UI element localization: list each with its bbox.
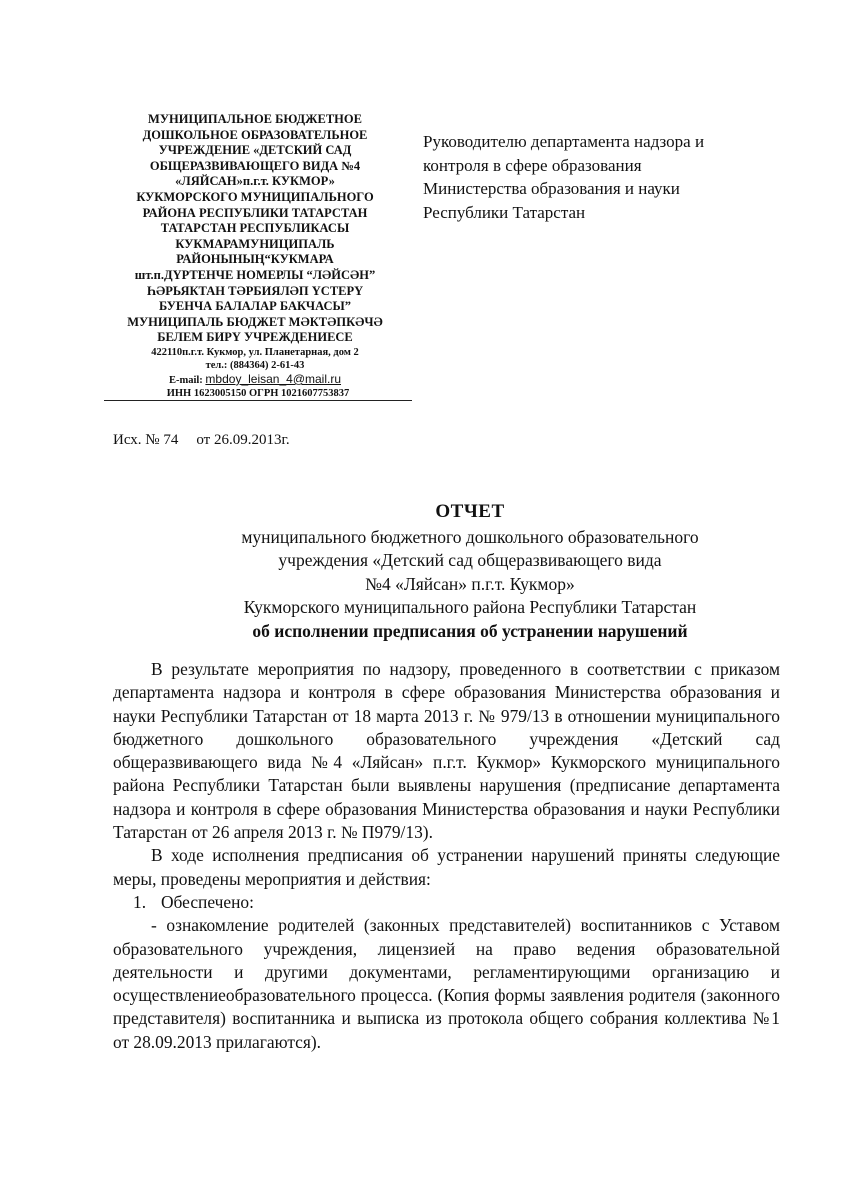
letterhead-line: БУЕНЧА БАЛАЛАР БАКЧАСЫ” bbox=[158, 299, 352, 314]
letterhead-email-row bbox=[100, 373, 410, 388]
letterhead bbox=[100, 112, 410, 401]
letterhead-line: УЧРЕЖДЕНИЕ «ДЕТСКИЙ САД bbox=[158, 143, 352, 158]
report-subject: об исполнении предписания об устранении нарушений bbox=[252, 620, 688, 641]
report-body bbox=[113, 658, 780, 1054]
letterhead-address: 422110п.г.т. Кукмор, ул. Планетарная, дом 2 bbox=[151, 346, 359, 358]
email-label: E-mail: bbox=[168, 374, 206, 386]
addressee-line: Руководителю департамента надзора и bbox=[423, 132, 705, 151]
letterhead-line: шт.п.ДҮРТЕНЧЕ НОМЕРЛЫ “ЛӘЙСӘН” bbox=[134, 267, 376, 282]
letterhead-line: МУНИЦИПАЛЬНОЕ БЮДЖЕТНОЕ bbox=[148, 112, 362, 126]
title-line: №4 «Ляйсан» п.г.т. Кукмор» bbox=[365, 573, 575, 594]
title-line: муниципального бюджетного дошкольного образовательного bbox=[241, 526, 699, 547]
body-paragraph-1: В результате мероприятия по надзору, проведенного в соответствии с приказом департамента надзора и контроля в сфере образования Министерства образования и науки Республики Татарстан от 18 марта 2013 г. № 979/13 в отношении муниципального бюджетного дошкольного образовательного учреждения «Детский сад общеразвивающего вида №4 «Ляйсан» п.г.т. Кукмор» Кукморского муниципального района Республики Татарстан были выявлены нарушения (предписание департамента надзора и контроля в сфере образования Министерства образования и науки Республики Татарстан от 26 апреля 2013 г. № П979/13). bbox=[113, 659, 780, 843]
outgoing-number: Исх. № 74 bbox=[113, 432, 179, 448]
letterhead-line: КУКМАРАМУНИЦИПАЛЬ bbox=[175, 236, 335, 251]
list-item-1 bbox=[113, 891, 780, 914]
title-line: Кукморского муниципального района Республики Татарстан bbox=[243, 597, 697, 617]
body-paragraph-2: В ходе исполнения предписания об устранении нарушений приняты следующие меры, проведены мероприятия и действия: bbox=[113, 845, 780, 889]
title-line: учреждения «Детский сад общеразвивающего вида bbox=[278, 550, 662, 570]
letterhead-line: ҺӘРЬЯКТАН ТӘРБИЯЛӘП ҮСТЕРҮ bbox=[146, 283, 364, 298]
outgoing-date: от 26.09.2013г. bbox=[196, 432, 290, 448]
list-item-number: 1. bbox=[133, 891, 147, 912]
letterhead-line: БЕЛЕМ БИРҮ УЧРЕЖДЕНИЕСЕ bbox=[157, 330, 353, 345]
addressee-line: Республики Татарстан bbox=[423, 202, 586, 222]
email-link[interactable]: mbdoy_leisan_4@mail.ru bbox=[205, 371, 342, 386]
report-title-block bbox=[190, 500, 750, 643]
addressee-block bbox=[423, 130, 783, 224]
addressee-line: контроля в сфере образования bbox=[423, 155, 642, 175]
body-paragraph-3: - ознакомление родителей (законных представителей) воспитанников с Уставом образовательного учреждения, лицензией на право ведения образовательной деятельности и другими документами, регламентирующими организацию и осуществлениеобразовательного процесса. (Копия формы заявления родителя (законного представителя) воспитанника и выписка из протокола общего собрания коллектива №1 от 28.09.2013 прилагаются). bbox=[113, 915, 780, 1052]
letterhead-line: РАЙОНА РЕСПУБЛИКИ ТАТАРСТАН bbox=[142, 205, 368, 220]
letterhead-phone: тел.: (884364) 2-61-43 bbox=[205, 360, 305, 372]
letterhead-line: «ЛЯЙСАН»п.г.т. КУКМОР» bbox=[175, 174, 335, 189]
outgoing-reference bbox=[113, 430, 290, 450]
letterhead-line: МУНИЦИПАЛЬ БЮДЖЕТ МӘКТӘПКӘЧӘ bbox=[127, 314, 383, 329]
letterhead-line: КУКМОРСКОГО МУНИЦИПАЛЬНОГО bbox=[136, 189, 374, 204]
list-item-text: Обеспечено: bbox=[161, 891, 254, 912]
addressee-line: Министерства образования и науки bbox=[423, 179, 680, 198]
report-heading: ОТЧЕТ bbox=[435, 501, 505, 522]
letterhead-line: РАЙОНЫНЫҢ“КУКМАРА bbox=[176, 252, 334, 267]
letterhead-line: ТАТАРСТАН РЕСПУБЛИКАСЫ bbox=[160, 221, 350, 236]
letterhead-inn: ИНН 1623005150 ОГРН 1021607753837 bbox=[104, 387, 412, 401]
letterhead-line: ОБЩЕРАЗВИВАЮЩЕГО ВИДА №4 bbox=[149, 158, 361, 173]
letterhead-line: ДОШКОЛЬНОЕ ОБРАЗОВАТЕЛЬНОЕ bbox=[142, 127, 368, 142]
